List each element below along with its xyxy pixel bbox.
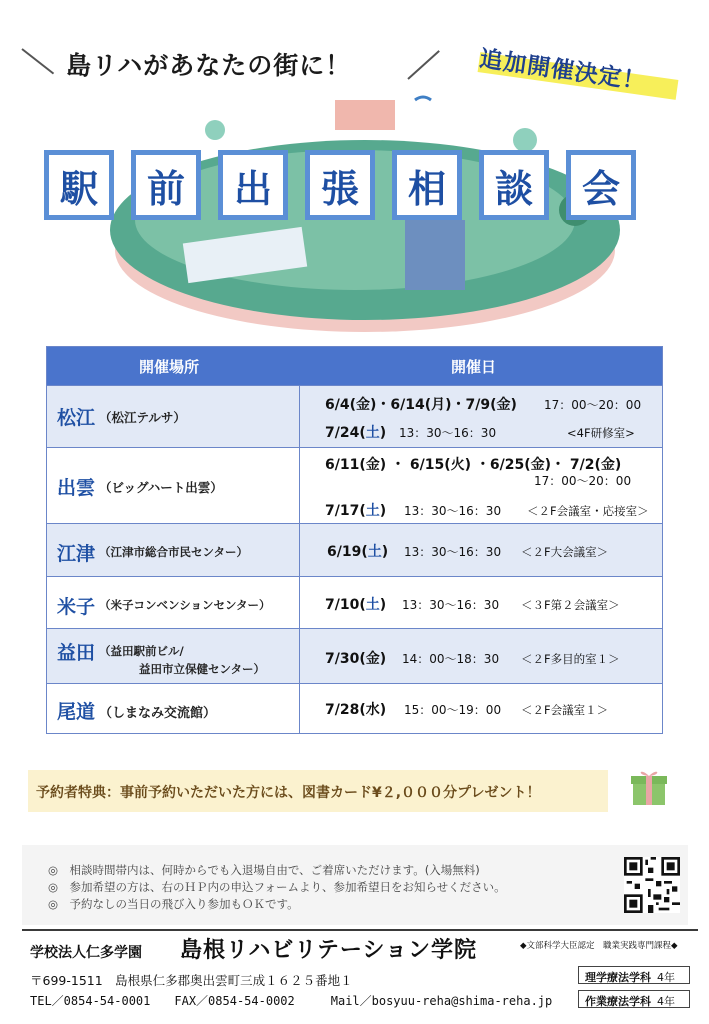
department-badge: 理学療法学科 4年 [578, 966, 690, 984]
tagline: 島リハがあなたの街に！ [66, 51, 352, 80]
event-time: 13：30～16：30 [404, 545, 502, 559]
table-row [47, 523, 662, 576]
event-date: 7/30(金) [325, 651, 387, 667]
note-line: ◎ 相談時間帯内は、何時からでも入退場自由で、ご着席いただけます。(入場無料) [48, 863, 480, 877]
city-name: 益田 [57, 642, 96, 664]
event-room: ＜２F大会議室＞ [521, 545, 609, 559]
column-header-place: 開催場所 [139, 358, 200, 376]
event-date: 7/28(水) [325, 702, 387, 718]
event-date: 7/17(土) [325, 503, 387, 519]
event-time: 13：30～16：30 [399, 426, 497, 440]
venue-name: （松江テルサ） [99, 410, 186, 425]
event-dates: 6/11(金) ・ 6/15(火) ・6/25(金)・ 7/2(金) [325, 457, 622, 473]
perk-text: 予約者特典：事前予約いただいた方には、図書カード¥２,０００分プレゼント！ [36, 785, 541, 801]
school-name: 島根リハビリテーション学院 [180, 938, 478, 963]
table-row [47, 683, 662, 734]
event-time: 13：30～16：30 [404, 504, 502, 518]
qr-code-icon[interactable] [624, 857, 680, 913]
note-line: ◎ 予約なしの当日の飛び入り参加もＯＫです。 [48, 897, 299, 911]
title-char: 談 [479, 150, 549, 220]
event-room: ＜２F多目的室１＞ [521, 652, 620, 666]
city-name: 尾道 [57, 701, 96, 723]
table-row [47, 576, 662, 628]
event-date: 6/19(土) [327, 544, 389, 560]
event-dates: 6/4(金)・6/14(月)・7/9(金) [325, 397, 517, 413]
gift-icon [630, 767, 668, 807]
event-time: 17：00～20：00 [534, 474, 632, 488]
title-tiles [44, 150, 636, 220]
school-contact: TEL／0854-54-0001 FAX／0854-54-0002 Mail／bosyuu-reha@shima-reha.jp [30, 994, 553, 1008]
table-row [47, 628, 662, 683]
title-char: 前 [131, 150, 201, 220]
venue-name: （江津市総合市民センター） [99, 545, 249, 559]
reservation-perk-bar [28, 770, 608, 812]
city-name: 松江 [57, 407, 96, 429]
accreditation: ◆文部科学大臣認定 職業実践専門課程◆ [520, 941, 678, 951]
event-date: 7/10(土) [325, 597, 387, 613]
table-header [47, 347, 662, 385]
table-row [47, 447, 662, 523]
title-char: 張 [305, 150, 375, 220]
city-name: 米子 [57, 596, 96, 618]
event-room: ＜２F会議室１＞ [521, 703, 609, 717]
department-badge: 作業療法学科 4年 [578, 990, 690, 1008]
schedule-table [46, 346, 663, 734]
notes-panel [22, 845, 688, 925]
title-char: 出 [218, 150, 288, 220]
column-header-date: 開催日 [451, 358, 497, 376]
event-room: ＜３F第２会議室＞ [521, 598, 620, 612]
school-address: 〒699-1511 島根県仁多郡奥出雲町三成１６２５番地１ [30, 973, 353, 988]
title-char: 会 [566, 150, 636, 220]
decorative-slash-left [21, 48, 54, 74]
table-row [47, 385, 662, 447]
event-time: 17：00～20：00 [544, 398, 642, 412]
footer-divider [22, 929, 698, 931]
venue-name: （しまなみ交流館） [99, 706, 217, 721]
venue-name: （ビッグハート出雲） [99, 480, 223, 495]
note-line: ◎ 参加希望の方は、右のＨＰ内の申込フォームより、参加希望日をお知らせください。 [48, 880, 506, 894]
event-room: <4F研修室> [567, 426, 635, 440]
banner-text: 追加開催決定！ [477, 46, 648, 96]
venue-name: （米子コンベンションセンター） [99, 598, 271, 612]
event-room: ＜２F会議室・応接室＞ [527, 504, 649, 518]
school-corporation: 学校法人仁多学園 [30, 945, 142, 961]
event-time: 14：00～18：30 [402, 652, 500, 666]
event-time: 15：00～19：00 [404, 703, 502, 717]
title-char: 駅 [44, 150, 114, 220]
decorative-slash-right [407, 50, 440, 80]
event-date: 7/24(土) [325, 425, 387, 441]
city-name: 江津 [57, 543, 96, 565]
venue-name-line2: 益田市立保健センター） [139, 662, 266, 676]
title-char: 相 [392, 150, 462, 220]
venue-name: （益田駅前ビル/ [99, 644, 184, 658]
event-time: 13：30～16：30 [402, 598, 500, 612]
city-name: 出雲 [57, 477, 96, 499]
